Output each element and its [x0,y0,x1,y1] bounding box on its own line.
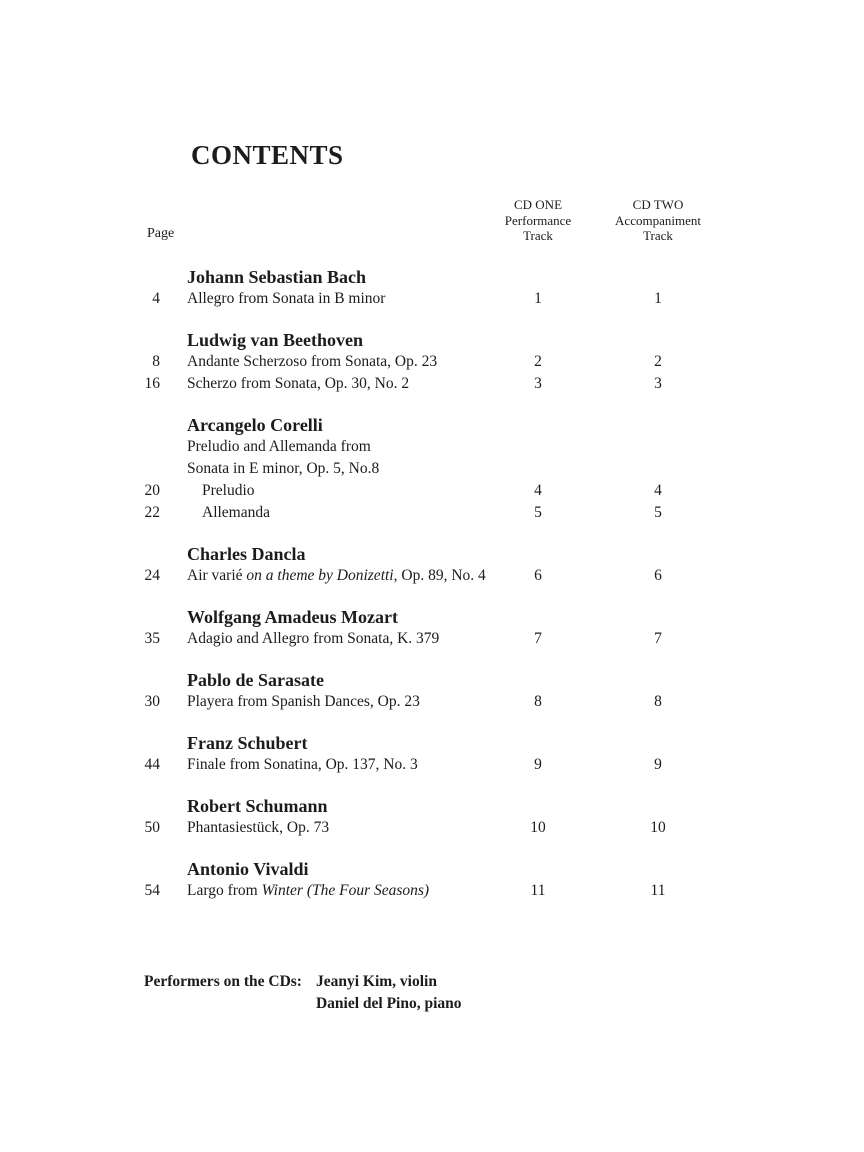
performer-name: Jeanyi Kim, violin [315,973,437,990]
cd-one-header-line: Performance [504,212,572,228]
accompaniment-track-number: 2 [654,353,662,370]
section-subtitle: Sonata in E minor, Op. 5, No.8 [187,460,380,477]
entry-title [160,691,478,713]
entry-title-part: , Op. 89, No. 4 [393,567,486,584]
column-headers [0,197,864,243]
composer-row [0,669,864,691]
toc-entry-row [0,480,864,502]
toc-section [0,543,864,587]
toc-entry-row [0,288,864,310]
page-number-spacer [0,436,160,458]
toc-entry-row [0,373,864,395]
entry-title-part: Andante Scherzoso from Sonata, Op. 23 [187,353,438,370]
entry-title [160,502,478,524]
composer-row [0,795,864,817]
entry-title [160,754,478,776]
toc-entry-row [0,691,864,713]
toc-entry-row [0,880,864,902]
entry-title-part: Air varié [187,567,247,584]
entry-title-italic-part: on a theme by Donizetti [246,567,394,584]
page-number-spacer [0,266,160,288]
performance-track-number: 11 [530,882,546,899]
composer-name: Antonio Vivaldi [187,859,309,879]
accompaniment-track-number: 11 [650,882,666,899]
toc-entry-row [0,502,864,524]
entry-title [160,373,478,395]
composer-row [0,606,864,628]
entry-title [160,351,478,373]
cd-two-header-line: Accompaniment [615,212,701,228]
cd-one-header-line: CD ONE [513,197,563,212]
composer-row [0,543,864,565]
accompaniment-track-number: 10 [650,819,666,836]
entry-page-number: 30 [144,693,160,710]
page-number-spacer [0,329,160,351]
entry-title-part: Scherzo from Sonata, Op. 30, No. 2 [187,375,410,392]
accompaniment-track-number: 9 [654,756,662,773]
table-of-contents [0,266,864,902]
page-number-spacer [0,858,160,880]
performance-track-number: 9 [534,756,542,773]
entry-page-number: 4 [152,290,160,307]
accompaniment-track-number: 1 [654,290,662,307]
toc-section [0,795,864,839]
page-title: CONTENTS [191,140,344,170]
cd-two-header-line: CD TWO [632,197,684,212]
toc-section [0,329,864,395]
performer-names [316,971,462,1015]
toc-section [0,266,864,310]
entry-title-part: Finale from Sonatina, Op. 137, No. 3 [187,756,418,773]
cd-two-header-line: Track [643,228,673,243]
cd-one-column-header [478,197,598,244]
entry-title [160,565,486,587]
page-number-spacer [0,458,160,480]
performance-track-number: 7 [534,630,542,647]
entry-page-number: 22 [144,504,160,521]
entry-title [160,288,478,310]
page-number-spacer [0,543,160,565]
page-number-spacer [0,795,160,817]
entry-title-part: Playera from Spanish Dances, Op. 23 [187,693,420,710]
cd-one-header-line: Track [523,228,553,243]
entry-title [160,628,478,650]
composer-name: Ludwig van Beethoven [187,330,364,350]
performers-block [144,971,864,1015]
cd-two-column-header [598,197,718,244]
page-column-header: Page [147,226,175,241]
accompaniment-track-number: 6 [654,567,662,584]
entry-title [160,480,478,502]
composer-row [0,329,864,351]
accompaniment-track-number: 7 [654,630,662,647]
composer-name: Pablo de Sarasate [187,670,324,690]
toc-section [0,732,864,776]
composer-name: Johann Sebastian Bach [187,267,367,287]
entry-page-number: 24 [144,567,160,584]
composer-row [0,732,864,754]
toc-entry-row [0,565,864,587]
composer-name: Robert Schumann [187,796,328,816]
composer-name: Arcangelo Corelli [187,415,323,435]
composer-row [0,414,864,436]
toc-entry-row [0,817,864,839]
performance-track-number: 2 [534,353,542,370]
entry-page-number: 16 [144,375,160,392]
toc-section [0,858,864,902]
page-number-spacer [0,606,160,628]
page-number-spacer [0,414,160,436]
page-number-spacer [0,669,160,691]
entry-page-number: 20 [144,482,160,499]
entry-title-part: Allemanda [202,504,271,521]
performance-track-number: 5 [534,504,542,521]
performance-track-number: 10 [530,819,546,836]
performance-track-number: 1 [534,290,542,307]
subtitle-row [0,436,864,458]
accompaniment-track-number: 8 [654,693,662,710]
toc-entry-row [0,628,864,650]
entry-title-part: Adagio and Allegro from Sonata, K. 379 [187,630,440,647]
composer-name: Franz Schubert [187,733,308,753]
entry-title [160,880,478,902]
subtitle-row [0,458,864,480]
accompaniment-track-number: 4 [654,482,662,499]
entry-title-part: Preludio [202,482,255,499]
performers-label: Performers on the CDs: [144,973,302,990]
performance-track-number: 6 [534,567,542,584]
entry-page-number: 50 [144,819,160,836]
composer-row [0,858,864,880]
composer-name: Wolfgang Amadeus Mozart [187,607,398,627]
entry-page-number: 44 [144,756,160,773]
composer-name: Charles Dancla [187,544,306,564]
performance-track-number: 8 [534,693,542,710]
performer-name: Daniel del Pino, piano [315,995,462,1012]
accompaniment-track-number: 3 [654,375,662,392]
entry-title-part: Allegro from Sonata in B minor [187,290,386,307]
performance-track-number: 4 [534,482,542,499]
section-subtitle: Preludio and Allemanda from [187,438,371,455]
entry-title-italic-part: Winter (The Four Seasons) [261,882,430,899]
toc-section [0,414,864,524]
toc-section [0,606,864,650]
entry-title-part: Phantasiestück, Op. 73 [187,819,330,836]
entry-page-number: 54 [144,882,160,899]
entry-title-part: Largo from [187,882,262,899]
toc-entry-row [0,754,864,776]
composer-row [0,266,864,288]
performance-track-number: 3 [534,375,542,392]
page-number-spacer [0,732,160,754]
entry-page-number: 8 [152,353,160,370]
toc-entry-row [0,351,864,373]
entry-page-number: 35 [144,630,160,647]
accompaniment-track-number: 5 [654,504,662,521]
toc-section [0,669,864,713]
entry-title [160,817,478,839]
